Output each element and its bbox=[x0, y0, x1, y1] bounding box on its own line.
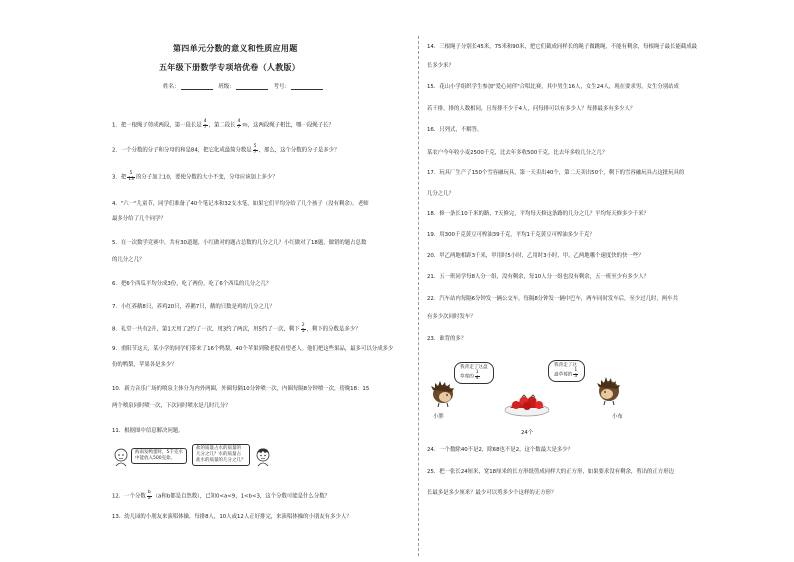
strawberry-plate-icon bbox=[504, 388, 550, 418]
question-5-line-2: 的几分之几？ bbox=[112, 257, 145, 263]
boy-avatar-icon bbox=[255, 447, 271, 467]
column-divider bbox=[418, 36, 419, 556]
question-4-line-1: 4．"六一"儿童节，同学们准备了40个笔记本和32支水笔，如果它们平均分给了几个孩子（没有剩余）。老师 bbox=[112, 201, 369, 207]
question-5-line-1: 5．在一次数学竞赛中，共有30道题，小红做对的题占总数的几分之几？小红做对了18题，做错的题占总数 bbox=[112, 240, 367, 246]
question-4-line-2: 最多分给了几个同学？ bbox=[112, 216, 166, 222]
question-15-line-2: 若干排，排的人数相同，且每排不少于4人，问每排可以有多少人？每排最多有多少人？ bbox=[427, 106, 636, 112]
question-19: 19．用300千克黄豆可榨油39千克，平均1千克黄豆可榨油多少千克？ bbox=[427, 232, 595, 238]
question-25-line-2: 长最多是多少厘米？最少可以剪多少个这样的正方形？ bbox=[427, 490, 557, 496]
student-info-line bbox=[163, 82, 327, 90]
question-16: 16．只列式，不解答。 bbox=[427, 127, 483, 133]
question-22-line-2: 有多少次同时发车？ bbox=[427, 314, 476, 320]
question-17-line-1: 17．玩具厂生产了150个雪容融玩具，第一天卖出40个，第二天卖出50个，剩下的雪容融玩具占这批玩具的 bbox=[427, 170, 685, 176]
girl-avatar-icon bbox=[113, 447, 129, 467]
question-25-line-1: 25．把一张长24厘米，宽18厘米的长方形纸剪成同样大的正方形，如果要求没有剩余，剪出的正方形边 bbox=[427, 469, 674, 475]
hedgehog-left-icon bbox=[430, 378, 456, 408]
strawberry-count: 24个 bbox=[521, 430, 534, 436]
class-label: 班级： bbox=[218, 84, 235, 90]
question-2: 2．一个分数的分子和分母的和是84，把它化成最简分数是 $\frac{5}{7}$ ，那么，这个分数的分子是多少？ bbox=[112, 144, 340, 155]
question-10-line-1: 10．新力音乐广场的喷泉主体分为内外两圈，外圈每隔10分钟喷一次，内圈每隔8分钟喷一次，傍晚18：15 bbox=[112, 386, 370, 392]
hedgehog-right-icon bbox=[596, 374, 622, 406]
fraction: $\frac{b}{a}$ bbox=[147, 490, 151, 501]
speech-bubble-right: 盐的质量占水的质量的 几分之几？水的质量占 盐水的质量的几分之几？ bbox=[192, 444, 250, 466]
fraction: $\frac{2}{5}$ bbox=[301, 323, 305, 334]
hedgehog-right-bubble: 我背走了这 盘草莓的 $\frac{1}{3}$ bbox=[548, 360, 585, 382]
question-18: 18．修一条长10千米的路，7天修完，平均每天修这条路的几分之几？平均每天修多少千米？ bbox=[427, 211, 649, 217]
question-11: 11．根据图中信息解决问题。 bbox=[112, 428, 184, 434]
question-17-line-2: 几分之几？ bbox=[427, 191, 454, 197]
fraction: $\frac{4}{7}$ bbox=[237, 119, 241, 130]
question-23: 23．谁背的多？ bbox=[427, 336, 467, 342]
question-13: 13．幼儿园的小朋友来演唱体操，每排8人，10人或12人正好排完，来演唱体操的小朋友有多少人？ bbox=[112, 514, 352, 520]
question-24: 24．一个数除40不是2，除68也不是2，这个数最大是多少？ bbox=[427, 447, 574, 453]
name-label: 姓名： bbox=[163, 84, 180, 90]
worksheet-title: 第四单元分数的意义和性质应用题 bbox=[173, 44, 298, 53]
question-15-line-1: 15．花山小学组织学生参加"爱心同伴"合唱比赛，其中男生16人，女生24人，现在要求男，女生分别站成 bbox=[427, 84, 679, 90]
hedgehog-left-name: 小胖 bbox=[433, 414, 444, 420]
question-14-line-2: 长多少米？ bbox=[427, 63, 454, 69]
fraction: $\frac{5}{13}$ bbox=[128, 171, 134, 182]
class-blank bbox=[236, 83, 268, 90]
question-21: 21．五一班同学每8人分一组，没有剩余，每10人分一组也没有剩余，五一班至少有多少人？ bbox=[427, 274, 649, 280]
worksheet-subtitle: 五年级下册数学专项培优卷（人教版） bbox=[159, 63, 301, 72]
question-6: 6．把6个西瓜平均分成3份，吃了两份，吃了6个西瓜的几分之几？ bbox=[112, 281, 272, 287]
fraction: $\frac{5}{7}$ bbox=[253, 144, 257, 155]
question-7: 7．小红养鹅8只，养鸡20只，养鹅7只，鹅的只数是鸡的几分之几？ bbox=[112, 304, 275, 310]
question-1: 1．把一根绳子剪成两段，第一段长是 $\frac{4}{7}$ ，第二段长 $\frac{4}{7}$ m，这两段绳子相比，哪一段绳子长？ bbox=[112, 119, 334, 130]
question-22-line-1: 22．汽车站内每隔6分钟发一辆公交车，每隔8分钟发一辆中巴车，两车同时发车后，至少过几时，两车共 bbox=[427, 296, 678, 302]
number-label: 考号： bbox=[273, 84, 291, 90]
question-9-line-1: 9．重阳节这天，某小学的同学们带来了16个鸭梨，40个苹果到敬老院看望老人。他们把这些果品，最多可以分成多少 bbox=[112, 346, 394, 352]
question-9-line-2: 份的鸭梨，苹果各是多少？ bbox=[112, 362, 177, 368]
question-10-line-2: 两个喷泉同时喷一次，下次同时喷水是几时几分？ bbox=[112, 403, 231, 409]
question-12: 12．一个分数 $\frac{b}{a}$ （a和b都是自然数），已知0<a<9，1<b<3，这个分数可能是什么分数？ bbox=[112, 490, 330, 501]
fraction: $\frac{1}{3}$ bbox=[574, 368, 578, 379]
question-8: 8．礼堂一共有2升，第1天用了2约了一次，用3约了两次，用5约了一次，剩下 $\frac{2}{5}$ ，剩下的分数是多少？ bbox=[112, 323, 361, 334]
fraction: $\frac{4}{7}$ bbox=[203, 119, 207, 130]
fraction: $\frac{1}{4}$ bbox=[475, 370, 479, 381]
speech-bubble-left: 海南发鸭蛋时，5千克水 中能放入500克盐。 bbox=[131, 448, 187, 464]
number-blank bbox=[291, 83, 323, 90]
question-3: 3．把 $\frac{5}{13}$ 的分子加上10，要使分数的大小不变，分母应该加上多少？ bbox=[112, 171, 278, 182]
question-14-line-1: 14．三根绳子分别长45米，75米和90米，把它们截成同样长的绳子做跳绳，不能有剩余，每根绳子最长能截成最 bbox=[427, 44, 698, 50]
question-16-text: 某农户今年收小麦2500千克，比去年多收500千克，比去年多收几分之几？ bbox=[427, 150, 608, 156]
name-blank bbox=[181, 83, 213, 90]
hedgehog-right-name: 小布 bbox=[612, 414, 623, 420]
question-20: 20．甲乙两地相距3千米，甲用时5小时，乙用时3小时，甲，乙两地哪个速度快的快一些？ bbox=[427, 253, 644, 259]
hedgehog-left-bubble: 我背走了这盘 草莓的 $\frac{1}{4}$ bbox=[454, 362, 494, 384]
